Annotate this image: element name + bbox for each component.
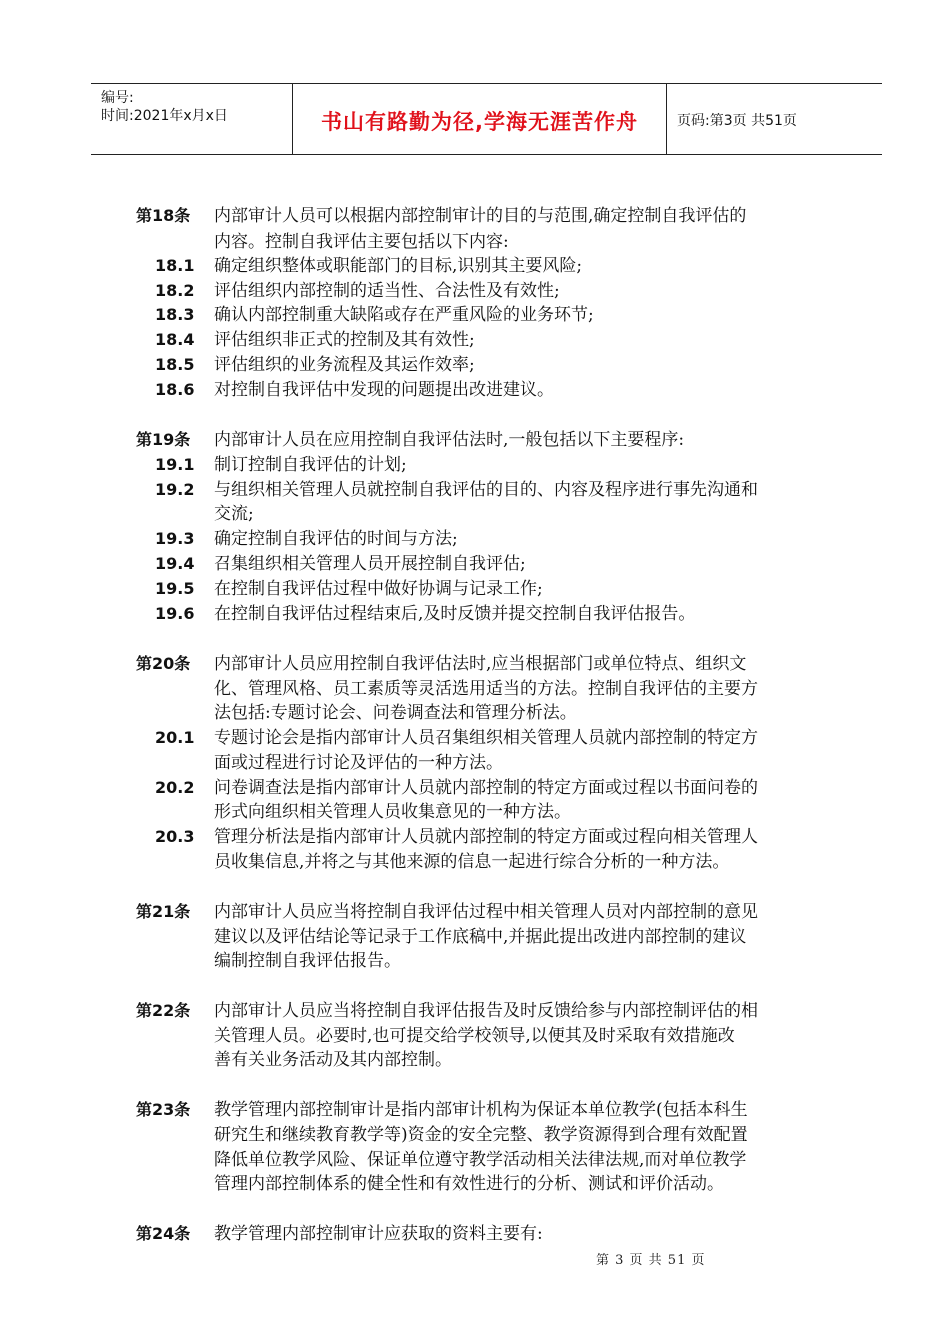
article-text-line: 研究生和继续教育教学等)资金的安全完整、教学资源得到合理有效配置 <box>214 1125 748 1145</box>
item-number: 20.2 <box>155 778 195 797</box>
item-text-continued: 员收集信息,并将之与其他来源的信息一起进行综合分析的一种方法。 <box>214 852 730 872</box>
article-text-line: 建议以及评估结论等记录于工作底稿中,并据此提出改进内部控制的建议 <box>214 927 747 947</box>
item-number: 18.4 <box>155 330 195 349</box>
item-text-continued: 交流; <box>214 504 254 524</box>
item-text: 对控制自我评估中发现的问题提出改进建议。 <box>214 380 554 400</box>
article-text-line: 化、管理风格、员工素质等灵活选用适当的方法。控制自我评估的主要方 <box>214 679 758 699</box>
item-number: 18.3 <box>155 305 195 324</box>
item-text: 管理分析法是指内部审计人员就内部控制的特定方面或过程向相关管理人 <box>214 827 758 847</box>
item-text: 确认内部控制重大缺陷或存在严重风险的业务环节; <box>214 305 594 325</box>
item-number: 18.5 <box>155 355 195 374</box>
document-header <box>91 83 882 155</box>
article-number: 第22条 <box>136 1001 191 1020</box>
article-text-line: 教学管理内部控制审计应获取的资料主要有: <box>214 1224 543 1244</box>
item-text: 确定组织整体或职能部门的目标,识别其主要风险; <box>214 256 583 276</box>
item-number: 20.1 <box>155 728 195 747</box>
item-number: 19.2 <box>155 480 195 499</box>
item-text: 评估组织的业务流程及其运作效率; <box>214 355 475 375</box>
article-text-line: 教学管理内部控制审计是指内部审计机构为保证本单位教学(包括本科生 <box>214 1100 748 1120</box>
item-text: 制订控制自我评估的计划; <box>214 455 407 475</box>
header-page-info: 页码:第3页 共51页 <box>677 113 797 129</box>
page-footer: 第 3 页 共 51 页 <box>596 1253 706 1268</box>
article-number: 第23条 <box>136 1100 191 1119</box>
article-number: 第21条 <box>136 902 191 921</box>
article-text-line: 善有关业务活动及其内部控制。 <box>214 1050 452 1070</box>
article-number: 第24条 <box>136 1224 191 1243</box>
item-text: 确定控制自我评估的时间与方法; <box>214 529 458 549</box>
item-number: 19.5 <box>155 579 195 598</box>
item-text: 与组织相关管理人员就控制自我评估的目的、内容及程序进行事先沟通和 <box>214 480 758 500</box>
item-number: 20.3 <box>155 827 195 846</box>
header-meta-cell <box>91 84 293 154</box>
article-text-line: 法包括:专题讨论会、问卷调查法和管理分析法。 <box>214 703 577 723</box>
item-text: 评估组织非正式的控制及其有效性; <box>214 330 475 350</box>
article-number: 第19条 <box>136 430 191 449</box>
item-number: 18.1 <box>155 256 195 275</box>
item-text: 在控制自我评估过程结束后,及时反馈并提交控制自我评估报告。 <box>214 604 696 624</box>
item-text: 专题讨论会是指内部审计人员召集组织相关管理人员就内部控制的特定方 <box>214 728 758 748</box>
article-text-line: 内部审计人员应用控制自我评估法时,应当根据部门或单位特点、组织文 <box>214 654 747 674</box>
article-number: 第20条 <box>136 654 191 673</box>
document-number-label: 编号: <box>101 90 134 106</box>
header-motto: 书山有路勤为径,学海无涯苦作舟 <box>321 110 638 134</box>
item-text-continued: 形式向组织相关管理人员收集意见的一种方法。 <box>214 802 571 822</box>
item-number: 18.2 <box>155 281 195 300</box>
item-text: 评估组织内部控制的适当性、合法性及有效性; <box>214 281 560 301</box>
header-page-cell <box>667 84 882 154</box>
article-text-line: 管理内部控制体系的健全性和有效性进行的分析、测试和评价活动。 <box>214 1174 724 1194</box>
item-number: 19.1 <box>155 455 195 474</box>
article-text-line: 内部审计人员应当将控制自我评估过程中相关管理人员对内部控制的意见 <box>214 902 758 922</box>
article-text-line: 内容。控制自我评估主要包括以下内容: <box>214 232 509 252</box>
item-number: 18.6 <box>155 380 195 399</box>
item-number: 19.6 <box>155 604 195 623</box>
item-number: 19.3 <box>155 529 195 548</box>
article-text-line: 内部审计人员在应用控制自我评估法时,一般包括以下主要程序: <box>214 430 685 450</box>
header-motto-cell <box>293 84 667 154</box>
item-text: 在控制自我评估过程中做好协调与记录工作; <box>214 579 543 599</box>
article-number: 第18条 <box>136 206 191 225</box>
item-text-continued: 面或过程进行讨论及评估的一种方法。 <box>214 753 503 773</box>
article-text-line: 降低单位教学风险、保证单位遵守教学活动相关法律法规,而对单位教学 <box>214 1150 747 1170</box>
article-text-line: 内部审计人员可以根据内部控制审计的目的与范围,确定控制自我评估的 <box>214 206 747 226</box>
item-text: 召集组织相关管理人员开展控制自我评估; <box>214 554 526 574</box>
article-text-line: 关管理人员。必要时,也可提交给学校领导,以便其及时采取有效措施改 <box>214 1026 735 1046</box>
article-text-line: 内部审计人员应当将控制自我评估报告及时反馈给参与内部控制评估的相 <box>214 1001 758 1021</box>
item-text: 问卷调查法是指内部审计人员就内部控制的特定方面或过程以书面问卷的 <box>214 778 758 798</box>
document-time-label: 时间:2021年x月x日 <box>101 108 228 124</box>
item-number: 19.4 <box>155 554 195 573</box>
article-text-line: 编制控制自我评估报告。 <box>214 951 401 971</box>
